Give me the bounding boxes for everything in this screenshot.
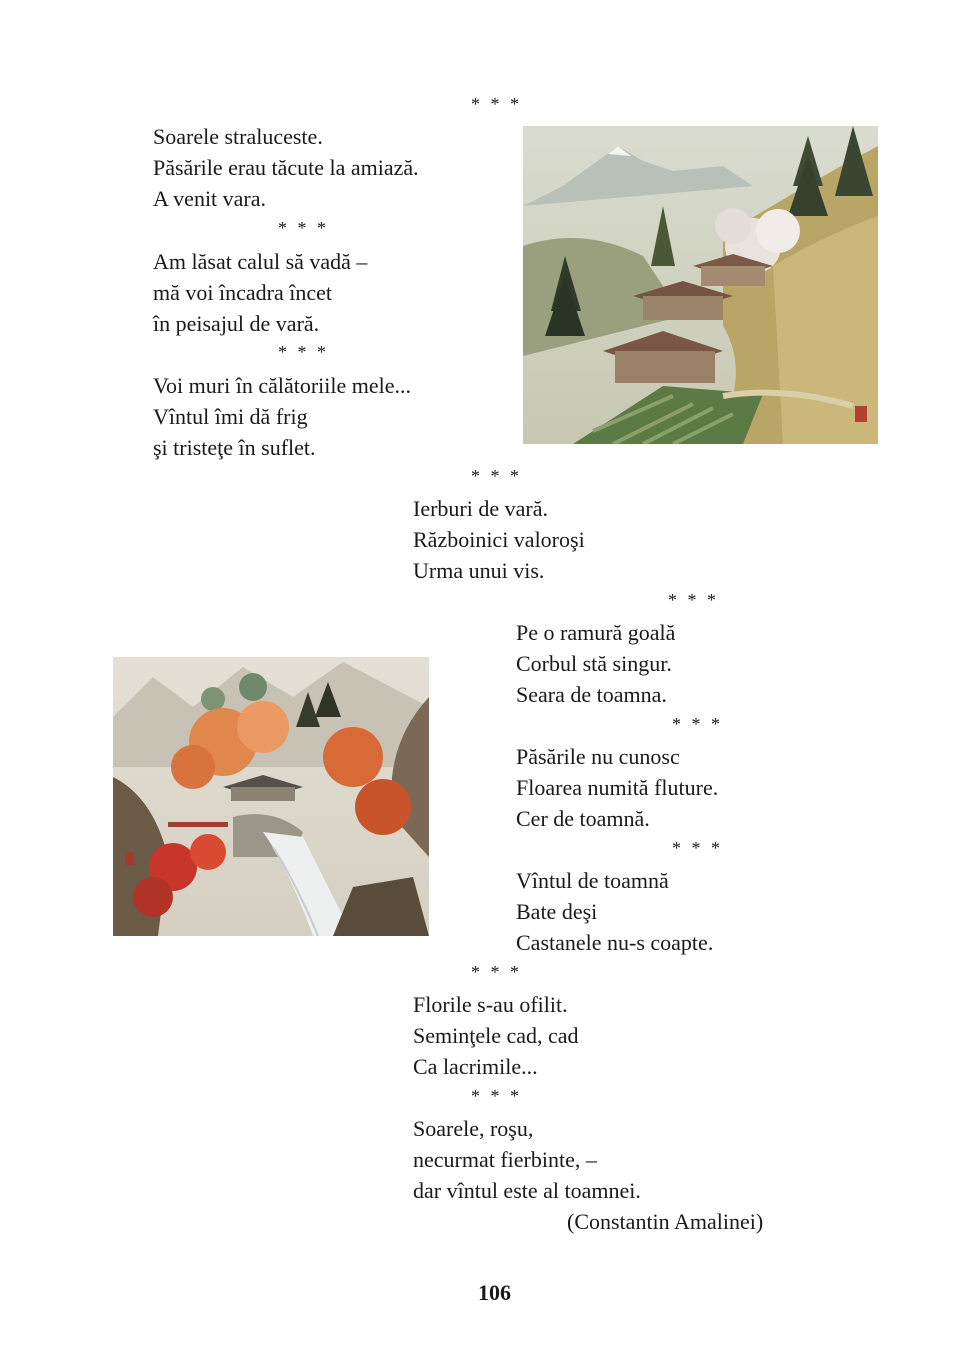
verse-line: Seminţele cad, cad xyxy=(413,1023,579,1048)
verse-line: Vîntul îmi dă frig xyxy=(153,404,308,429)
verse-line: A venit vara. xyxy=(153,186,267,211)
verse-line: Soarele straluceste. xyxy=(153,124,323,149)
separator: * * * xyxy=(668,590,719,610)
verse-line: Păsările nu cunosc xyxy=(516,744,680,769)
separator: * * * xyxy=(278,218,329,238)
verse-line: Bate deşi xyxy=(516,899,598,924)
verse-line: Florile s-au ofilit. xyxy=(413,992,568,1017)
verse-line: mă voi încadra încet xyxy=(153,280,332,305)
verse-line: Soarele, roşu, xyxy=(413,1116,534,1141)
verse-line: Floarea numită fluture. xyxy=(516,775,719,800)
author-attribution: (Constantin Amalinei) xyxy=(567,1209,764,1234)
verse-line: Ca lacrimile... xyxy=(413,1054,538,1079)
verse-line: Păsările erau tăcute la amiază. xyxy=(153,155,419,180)
verse-line: Am lăsat calul să vadă – xyxy=(153,249,368,274)
haiku-3 xyxy=(153,370,411,463)
verse-line: Pe o ramură goală xyxy=(516,620,676,645)
haiku-4 xyxy=(413,493,585,586)
page-number: 106 xyxy=(478,1280,511,1305)
separator: * * * xyxy=(471,962,522,982)
haiku-2 xyxy=(153,246,367,339)
haiku-7 xyxy=(516,865,713,958)
separator: * * * xyxy=(278,342,329,362)
haiku-9 xyxy=(413,1113,641,1206)
verse-line: Urma unui vis. xyxy=(413,558,545,583)
verse-line: Voi muri în călătoriile mele... xyxy=(153,373,412,398)
separator: * * * xyxy=(672,838,723,858)
haiku-6 xyxy=(516,741,718,834)
separator: * * * xyxy=(471,1086,522,1106)
separator: * * * xyxy=(672,714,723,734)
summer-village-painting xyxy=(523,126,878,444)
verse-line: Cer de toamnă. xyxy=(516,806,650,831)
verse-line: Seara de toamna. xyxy=(516,682,667,707)
verse-line: şi tristeţe în suflet. xyxy=(153,435,316,460)
verse-line: Castanele nu-s coapte. xyxy=(516,930,714,955)
haiku-5 xyxy=(516,617,675,710)
verse-line: în peisajul de vară. xyxy=(153,311,320,336)
haiku-8 xyxy=(413,989,579,1082)
haiku-1 xyxy=(153,121,419,214)
verse-line: Vîntul de toamnă xyxy=(516,868,669,893)
verse-line: dar vîntul este al toamnei. xyxy=(413,1178,641,1203)
verse-line: necurmat fierbinte, – xyxy=(413,1147,597,1172)
verse-line: Ierburi de vară. xyxy=(413,496,548,521)
autumn-waterfall-painting xyxy=(113,657,429,936)
separator: * * * xyxy=(471,466,522,486)
separator: * * * xyxy=(471,94,522,114)
verse-line: Războinici valoroşi xyxy=(413,527,585,552)
verse-line: Corbul stă singur. xyxy=(516,651,672,676)
